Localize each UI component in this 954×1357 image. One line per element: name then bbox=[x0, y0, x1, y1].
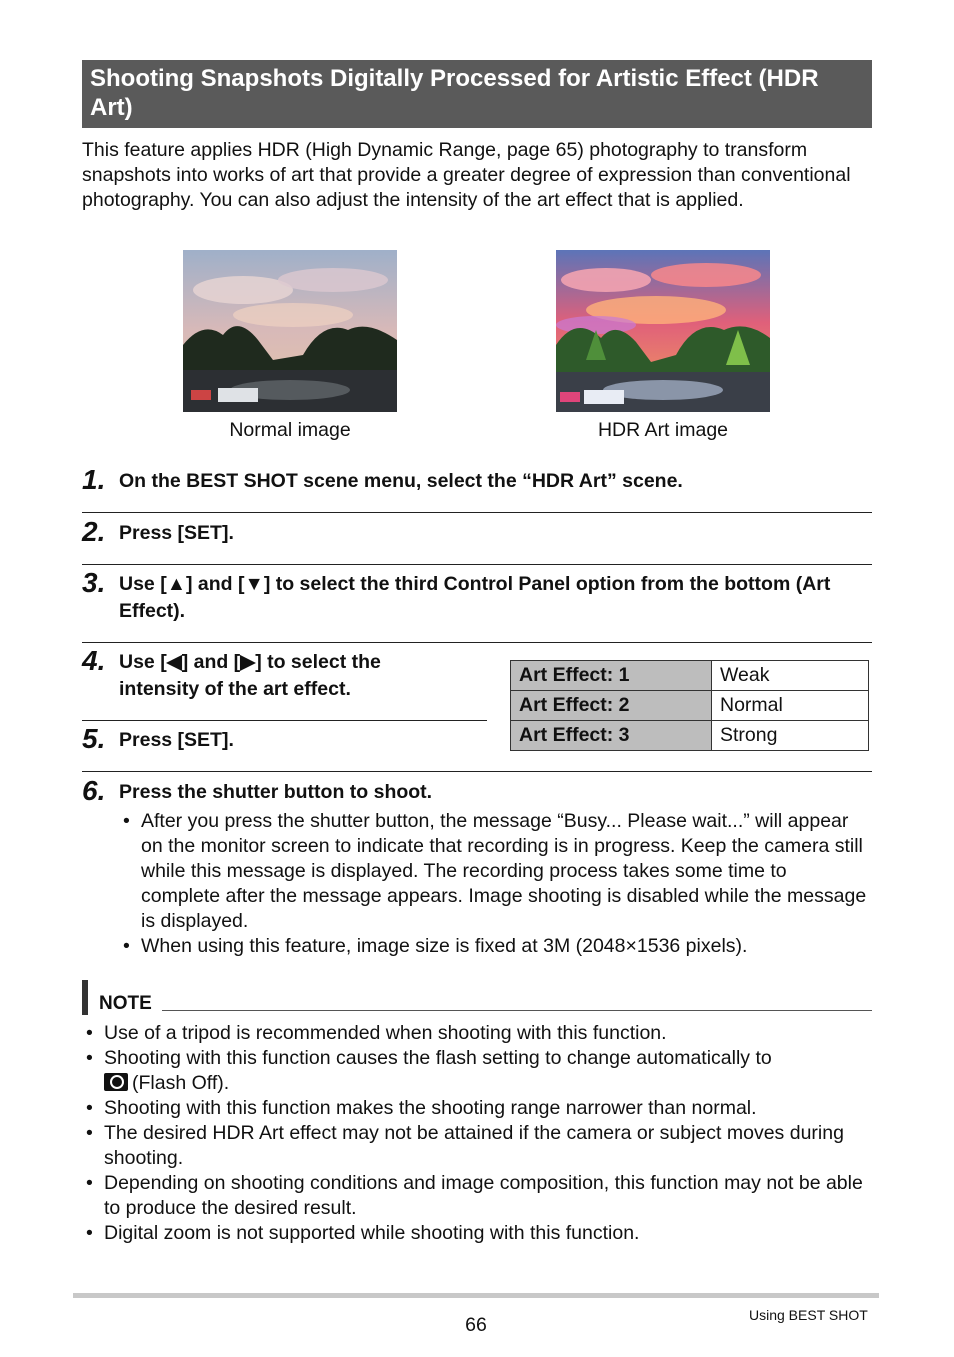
divider bbox=[82, 512, 872, 513]
art-effect-value: Strong bbox=[712, 721, 869, 751]
normal-image-caption: Normal image bbox=[229, 419, 351, 441]
step-1-text: On the BEST SHOT scene menu, select the “HDR Art” scene. bbox=[119, 470, 683, 492]
step-4-number: 4. bbox=[82, 645, 106, 676]
list-item: • Use of a tripod is recommended when shooting with this function. bbox=[86, 1022, 667, 1044]
normal-image bbox=[183, 250, 397, 412]
divider bbox=[82, 720, 487, 721]
note-label: NOTE bbox=[99, 993, 152, 1014]
step-3-text: Use [▲] and [▼] to select the third Control Panel option from the bottom (Art Effect). bbox=[119, 573, 831, 622]
table-row bbox=[511, 691, 869, 721]
list-item: • Shooting with this function makes the shooting range narrower than normal. bbox=[86, 1097, 757, 1119]
art-effect-value: Normal bbox=[712, 691, 869, 721]
up-arrow-icon: ▲ bbox=[166, 573, 186, 595]
table-row bbox=[511, 661, 869, 691]
list-item: • Depending on shooting conditions and image composition, this function may not be able to produce the desired result. bbox=[86, 1172, 863, 1219]
step-4-text: Use [◀] and [▶] to select the intensity of the art effect. bbox=[119, 651, 381, 700]
step-1-number: 1. bbox=[82, 464, 106, 495]
page-number: 66 bbox=[465, 1314, 487, 1336]
art-effect-value: Weak bbox=[712, 661, 869, 691]
art-effect-label: Art Effect: 1 bbox=[511, 661, 712, 691]
footer-divider bbox=[73, 1293, 879, 1298]
table-row bbox=[511, 721, 869, 751]
down-arrow-icon: ▼ bbox=[244, 573, 264, 595]
flash-off-icon bbox=[104, 1073, 128, 1091]
step-3-number: 3. bbox=[82, 567, 106, 598]
note-divider bbox=[162, 1010, 872, 1011]
step-6-text: Press the shutter button to shoot. bbox=[119, 781, 433, 803]
step-2-number: 2. bbox=[82, 516, 106, 547]
art-effect-table bbox=[510, 660, 869, 751]
step-2-text: Press [SET]. bbox=[119, 522, 234, 544]
divider bbox=[82, 642, 872, 643]
intro-paragraph: This feature applies HDR (High Dynamic Range, page 65) photography to transform snapshots into works of art that provide a greater degree of expression than conventional photography. You can also adjust the intensity of the art effect that is applied. bbox=[82, 139, 851, 211]
step-6-number: 6. bbox=[82, 775, 106, 806]
left-arrow-icon: ◀ bbox=[166, 651, 182, 673]
step-5-text: Press [SET]. bbox=[119, 729, 234, 751]
section-title: Shooting Snapshots Digitally Processed for Artistic Effect (HDR Art) bbox=[82, 60, 872, 128]
art-effect-label: Art Effect: 3 bbox=[511, 721, 712, 751]
step-5-number: 5. bbox=[82, 723, 106, 754]
divider bbox=[82, 771, 872, 772]
right-arrow-icon: ▶ bbox=[240, 651, 256, 673]
step-6-bullets bbox=[119, 809, 871, 959]
footer-section-name: Using BEST SHOT bbox=[749, 1307, 868, 1323]
art-effect-label: Art Effect: 2 bbox=[511, 691, 712, 721]
note-list bbox=[82, 1021, 872, 1246]
list-item: • When using this feature, image size is fixed at 3M (2048×1536 pixels). bbox=[123, 935, 748, 957]
list-item: • Digital zoom is not supported while shooting with this function. bbox=[86, 1222, 640, 1244]
hdr-art-image-caption: HDR Art image bbox=[597, 419, 729, 441]
list-item: • Shooting with this function causes the flash setting to change automatically to (Flash Off). bbox=[86, 1047, 772, 1094]
list-item: • The desired HDR Art effect may not be attained if the camera or subject moves during shooting. bbox=[86, 1122, 844, 1169]
hdr-art-image bbox=[556, 250, 770, 412]
note-marker bbox=[82, 980, 88, 1015]
divider bbox=[82, 564, 872, 565]
list-item: • After you press the shutter button, the message “Busy... Please wait...” will appear on the monitor screen to indicate that recording is in progress. Keep the camera still while this message is displayed. The recording process takes some time to complete after the message appears. Image shooting is disabled while the message is displayed. bbox=[123, 810, 867, 932]
